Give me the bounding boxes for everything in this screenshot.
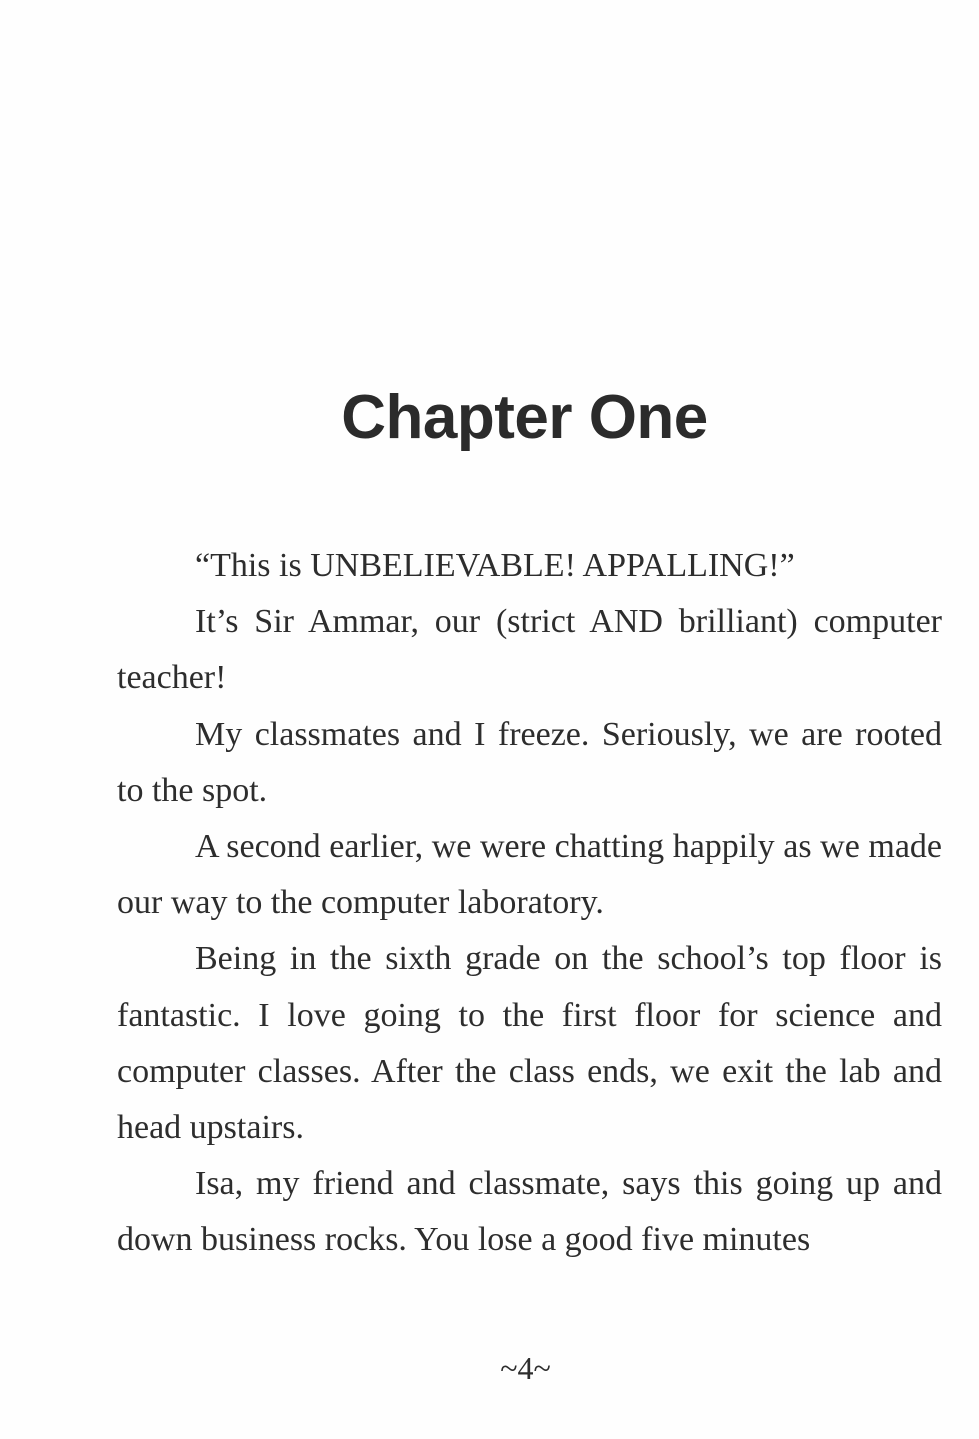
paragraph: It’s Sir Ammar, our (strict AND brilliant) computer teacher! (117, 603, 942, 697)
paragraph: My classmates and I freeze. Seriously, we are rooted to the spot. (117, 715, 942, 809)
paragraph: Being in the sixth grade on the school’s top floor is fantastic. I love going to the first floor for science and computer classes. After the class ends, we exit the lab and head upstairs. (117, 940, 942, 1147)
chapter-title: Chapter One (341, 383, 708, 452)
page-number: ~4~ (500, 1350, 551, 1386)
paragraph: “This is UNBELIEVABLE! APPALLING!” (195, 547, 795, 584)
chapter-body (117, 538, 942, 1269)
paragraph: A second earlier, we were chatting happily as we made our way to the computer laboratory. (117, 828, 942, 922)
paragraph: Isa, my friend and classmate, says this going up and down business rocks. You lose a good five minutes (117, 1165, 942, 1259)
